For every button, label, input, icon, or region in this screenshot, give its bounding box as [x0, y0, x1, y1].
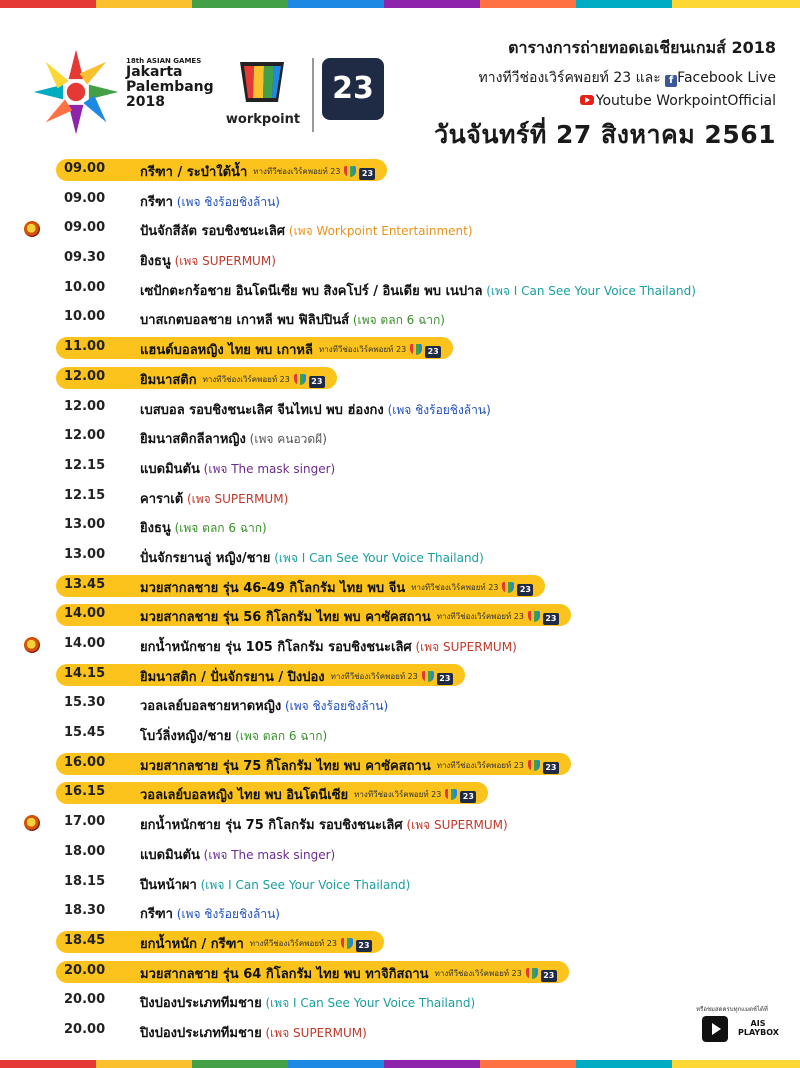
event-title: แบดมินตัน [140, 847, 200, 863]
event-content [140, 1022, 367, 1043]
schedule-row [0, 631, 800, 661]
event-time: 18.15 [64, 873, 106, 889]
schedule-row [0, 601, 800, 631]
event-channel: (เพจ The mask singer) [199, 847, 336, 862]
event-time: 12.00 [64, 398, 106, 414]
event-channel: (เพจ ตลก 6 ฉาก) [231, 729, 328, 744]
event-content [140, 666, 453, 687]
event-time: 09.00 [64, 161, 106, 176]
workpoint-mini-icon [410, 344, 422, 355]
channel-23-mini-icon: 23 [309, 376, 325, 388]
workpoint-mini-icon [528, 611, 540, 622]
event-channel: (เพจ คนอวดผี) [245, 432, 327, 447]
event-time: 16.15 [64, 784, 106, 800]
tv-live-label: ทางทีวีช่องเวิร์คพอยท์ 23 [411, 582, 499, 592]
schedule-row [0, 839, 800, 869]
event-title: ยิงธนู [140, 521, 171, 537]
event-time: 09.00 [64, 190, 106, 206]
event-time: 09.30 [64, 250, 106, 266]
event-time: 12.15 [64, 457, 106, 473]
event-content [140, 399, 491, 420]
tv-live-label: ทางทีวีช่องเวิร์คพอยท์ 23 [354, 790, 442, 800]
event-title: ปันจักสีลัต รอบชิงชนะเลิศ [140, 224, 286, 240]
medal-icon [24, 221, 40, 237]
event-title: ยกน้ำหนักชาย รุ่น 105 กิโลกรัม รอบชิงชนะเลิศ [140, 640, 412, 655]
schedule-row [0, 215, 800, 245]
event-time: 15.30 [64, 695, 106, 711]
event-time: 17.00 [64, 814, 106, 830]
event-title: ยิมนาสติก / ปั่นจักรยาน / ปิงปอง [140, 669, 325, 685]
event-channel: (เพจ SUPERMUM) [170, 254, 276, 269]
event-content [140, 369, 325, 390]
bottom-color-stripe [0, 1060, 800, 1068]
workpoint-mini-icon [526, 968, 538, 979]
event-content [140, 250, 276, 271]
workpoint-mini-icon [528, 760, 540, 771]
event-time: 18.00 [64, 843, 106, 859]
event-time: 12.15 [64, 487, 106, 503]
event-time: 09.00 [64, 220, 106, 236]
workpoint-mini-icon [344, 166, 356, 177]
event-time: 20.00 [64, 992, 106, 1008]
channel-23-mini-icon: 23 [543, 762, 559, 774]
schedule-row [0, 394, 800, 424]
schedule-title: ตารางการถ่ายทอดเอเชียนเกมส์ 2018 [508, 38, 776, 57]
event-time: 10.00 [64, 279, 106, 295]
channel-23-mini-icon: 23 [460, 791, 476, 803]
tv-live-label: ทางทีวีช่องเวิร์คพอยท์ 23 [202, 374, 290, 384]
event-time: 20.00 [64, 1021, 106, 1037]
event-content [140, 577, 533, 598]
event-channel: (เพจ ชิงร้อยชิงล้าน) [172, 194, 280, 209]
event-time: 14.00 [64, 606, 106, 622]
event-title: ยิมนาสติก [140, 372, 197, 388]
channel-23-mini-icon: 23 [517, 584, 533, 596]
schedule-row [0, 542, 800, 572]
event-title: มวยสากลชาย รุ่น 75 กิโลกรัม ไทย พบ คาซัคสถาน [140, 758, 431, 774]
workpoint-mini-icon [502, 582, 514, 593]
event-channel: (เพจ The mask singer) [199, 461, 336, 476]
event-time: 13.00 [64, 546, 106, 562]
event-title: ปิงปองประเภททีมชาย [140, 996, 262, 1012]
event-content [140, 339, 441, 360]
event-title: โบว์ลิ่งหญิง/ชาย [140, 729, 232, 745]
logo-divider [312, 58, 314, 132]
event-time: 13.00 [64, 517, 106, 533]
schedule-row [0, 483, 800, 513]
event-title: ยิงธนู [140, 254, 171, 270]
event-channel: (เพจ SUPERMUM) [402, 818, 508, 833]
event-title: วอลเลย์บอลชายหาดหญิง [140, 699, 282, 715]
channel-23-mini-icon: 23 [437, 673, 453, 685]
event-time: 16.00 [64, 754, 106, 770]
header-text [434, 36, 776, 155]
schedule-date: วันจันทร์ที่ 27 สิงหาคม 2561 [434, 120, 776, 149]
event-content [140, 784, 476, 805]
broadcast-tv-text: ทางทีวีช่องเวิร์คพอยท์ 23 และ [478, 70, 661, 86]
event-title: เบสบอล รอบชิงชนะเลิศ จีนไทเป พบ ฮ่องกง [140, 402, 384, 418]
event-content [140, 220, 473, 241]
event-time: 15.45 [64, 725, 106, 741]
schedule-row [0, 245, 800, 275]
schedule-row [0, 186, 800, 216]
channel-23-logo: 23 [322, 58, 384, 120]
event-title: คาราเต้ [140, 491, 184, 507]
tv-live-label: ทางทีวีช่องเวิร์คพอยท์ 23 [434, 968, 522, 978]
event-channel: (เพจ ชิงร้อยชิงล้าน) [383, 402, 491, 417]
event-title: กรีฑา [140, 907, 173, 923]
event-content [140, 161, 375, 182]
event-content [140, 874, 410, 895]
schedule-row [0, 987, 800, 1017]
youtube-channel-text: Youtube WorkpointOfficial [595, 93, 776, 109]
event-content [140, 695, 388, 716]
header [0, 18, 800, 158]
facebook-live-text: Facebook Live [677, 70, 776, 86]
broadcast-line [434, 67, 776, 89]
tv-live-label: ทางทีวีช่องเวิร์คพอยท์ 23 [249, 938, 337, 948]
event-title: มวยสากลชาย รุ่น 56 กิโลกรัม ไทย พบ คาซัคสถาน [140, 610, 431, 626]
event-channel: (เพจ I Can See Your Voice Thailand) [270, 550, 484, 565]
schedule-row [0, 809, 800, 839]
schedule-row [0, 869, 800, 899]
event-channel: (เพจ SUPERMUM) [261, 1025, 367, 1040]
event-title: ปีนหน้าผา [140, 877, 197, 893]
medal-icon [24, 815, 40, 831]
event-title: มวยสากลชาย รุ่น 64 กิโลกรัม ไทย พบ ทาจิกิสถาน [140, 966, 429, 982]
event-time: 20.00 [64, 962, 106, 978]
event-title: ยกน้ำหนักชาย รุ่น 75 กิโลกรัม รอบชิงชนะเลิศ [140, 818, 403, 834]
schedule-row [0, 275, 800, 305]
event-content [140, 280, 696, 301]
event-channel: (เพจ Workpoint Entertainment) [285, 224, 473, 239]
event-channel: (เพจ ตลก 6 ฉาก) [170, 521, 267, 536]
event-time: 10.00 [64, 309, 106, 325]
channel-23-mini-icon: 23 [425, 346, 441, 358]
ais-playbox-icon [702, 1016, 728, 1042]
schedule-row [0, 453, 800, 483]
event-content [140, 191, 280, 212]
schedule-row [0, 156, 800, 186]
schedule-row [0, 423, 800, 453]
schedule-row [0, 661, 800, 691]
event-content [140, 755, 559, 776]
event-content [140, 814, 508, 835]
event-title: ยิมนาสติกลีลาหญิง [140, 432, 246, 448]
schedule-row [0, 512, 800, 542]
event-channel: (เพจ I Can See Your Voice Thailand) [196, 877, 411, 892]
asian-games-edition: 18th ASIAN GAMES [126, 57, 202, 65]
event-title: ปิงปองประเภททีมชาย [140, 1025, 262, 1041]
workpoint-mini-icon [341, 938, 353, 949]
event-channel: (เพจ I Can See Your Voice Thailand) [482, 283, 696, 298]
event-channel: (เพจ ชิงร้อยชิงล้าน) [281, 699, 389, 714]
event-title: แบดมินตัน [140, 461, 200, 477]
event-content [140, 309, 445, 330]
event-content [140, 547, 484, 568]
medal-icon [24, 637, 40, 653]
channel-23-mini-icon: 23 [541, 970, 557, 982]
event-content [140, 458, 335, 479]
event-title: ปั่นจักรยานลู่ หญิง/ชาย [140, 550, 271, 566]
event-content [140, 488, 288, 509]
asian-games-wordmark [126, 58, 214, 109]
channel-23-mini-icon: 23 [356, 940, 372, 952]
schedule-row [0, 572, 800, 602]
event-channel: (เพจ I Can See Your Voice Thailand) [261, 996, 476, 1011]
schedule-row [0, 334, 800, 364]
schedule-row [0, 750, 800, 780]
schedule-row [0, 1017, 800, 1047]
event-title: บาสเกตบอลชาย เกาหลี พบ ฟิลิปปินส์ [140, 313, 350, 329]
asian-games-city-2: Palembang [126, 79, 214, 96]
schedule-row [0, 720, 800, 750]
asian-games-logo [30, 46, 122, 138]
event-time: 14.00 [64, 636, 106, 651]
channel-23-mini-icon: 23 [359, 168, 375, 180]
event-channel: (เพจ SUPERMUM) [183, 491, 289, 506]
event-title: มวยสากลชาย รุ่น 46-49 กิโลกรัม ไทย พบ จีน [140, 580, 406, 596]
event-content [140, 933, 372, 954]
schedule-row [0, 928, 800, 958]
event-channel: (เพจ ตลก 6 ฉาก) [349, 313, 445, 328]
tv-live-label: ทางทีวีช่องเวิร์คพอยท์ 23 [436, 760, 524, 770]
event-content [140, 606, 559, 627]
top-color-stripe [0, 0, 800, 8]
workpoint-mini-icon [294, 374, 306, 385]
footer-note: หรือชมสดครบทุกแมตช์ได้ที่ [696, 1006, 768, 1013]
event-content [140, 903, 280, 924]
event-channel: (เพจ ชิงร้อยชิงล้าน) [172, 907, 280, 922]
schedule-row [0, 958, 800, 988]
event-time: 13.45 [64, 576, 106, 592]
event-time: 14.15 [64, 665, 106, 681]
tv-live-label: ทางทีวีช่องเวิร์คพอยท์ 23 [318, 345, 407, 355]
event-content [140, 992, 475, 1013]
asian-games-year: 2018 [126, 93, 165, 110]
event-title: วอลเลย์บอลหญิง ไทย พบ อินโดนีเซีย [140, 788, 349, 804]
youtube-line [434, 93, 776, 109]
schedule-row [0, 364, 800, 394]
event-content [140, 844, 335, 865]
event-title: แฮนด์บอลหญิง ไทย พบ เกาหลี [140, 343, 313, 359]
tv-live-label: ทางทีวีช่องเวิร์คพอยท์ 23 [436, 612, 524, 622]
schedule-row [0, 779, 800, 809]
event-time: 18.45 [64, 932, 106, 948]
workpoint-wordmark: workpoint [225, 112, 301, 127]
workpoint-logo [222, 56, 304, 136]
asian-games-city-1: Jakarta [126, 64, 183, 81]
channel-23-mini-icon: 23 [543, 613, 559, 625]
workpoint-cup-icon [236, 56, 288, 108]
event-time: 18.30 [64, 903, 106, 919]
event-title: ยกน้ำหนัก / กรีฑา [140, 936, 244, 952]
event-content [140, 963, 557, 984]
schedule-list [0, 156, 800, 1047]
tv-live-label: ทางทีวีช่องเวิร์คพอยท์ 23 [330, 671, 418, 681]
event-channel: (เพจ SUPERMUM) [411, 640, 517, 654]
ais-playbox-label: AIS PLAYBOX [738, 1019, 779, 1037]
event-title: กรีฑา [140, 194, 173, 210]
schedule-row [0, 304, 800, 334]
tv-live-label: ทางทีวีช่องเวิร์คพอยท์ 23 [253, 167, 341, 176]
event-title: กรีฑา / ระบำใต้น้ำ [140, 165, 248, 180]
event-time: 12.00 [64, 368, 106, 384]
facebook-icon: f [665, 75, 677, 87]
schedule-row [0, 898, 800, 928]
schedule-row [0, 690, 800, 720]
event-content [140, 517, 267, 538]
event-time: 11.00 [64, 339, 106, 355]
workpoint-mini-icon [445, 789, 457, 800]
event-content [140, 725, 327, 746]
youtube-icon [580, 95, 594, 105]
event-content [140, 636, 517, 657]
event-title: เซปักตะกร้อชาย อินโดนีเซีย พบ สิงคโปร์ / อินเดีย พบ เนปาล [140, 283, 483, 299]
workpoint-mini-icon [422, 671, 434, 682]
event-content [140, 428, 327, 449]
event-time: 12.00 [64, 428, 106, 444]
